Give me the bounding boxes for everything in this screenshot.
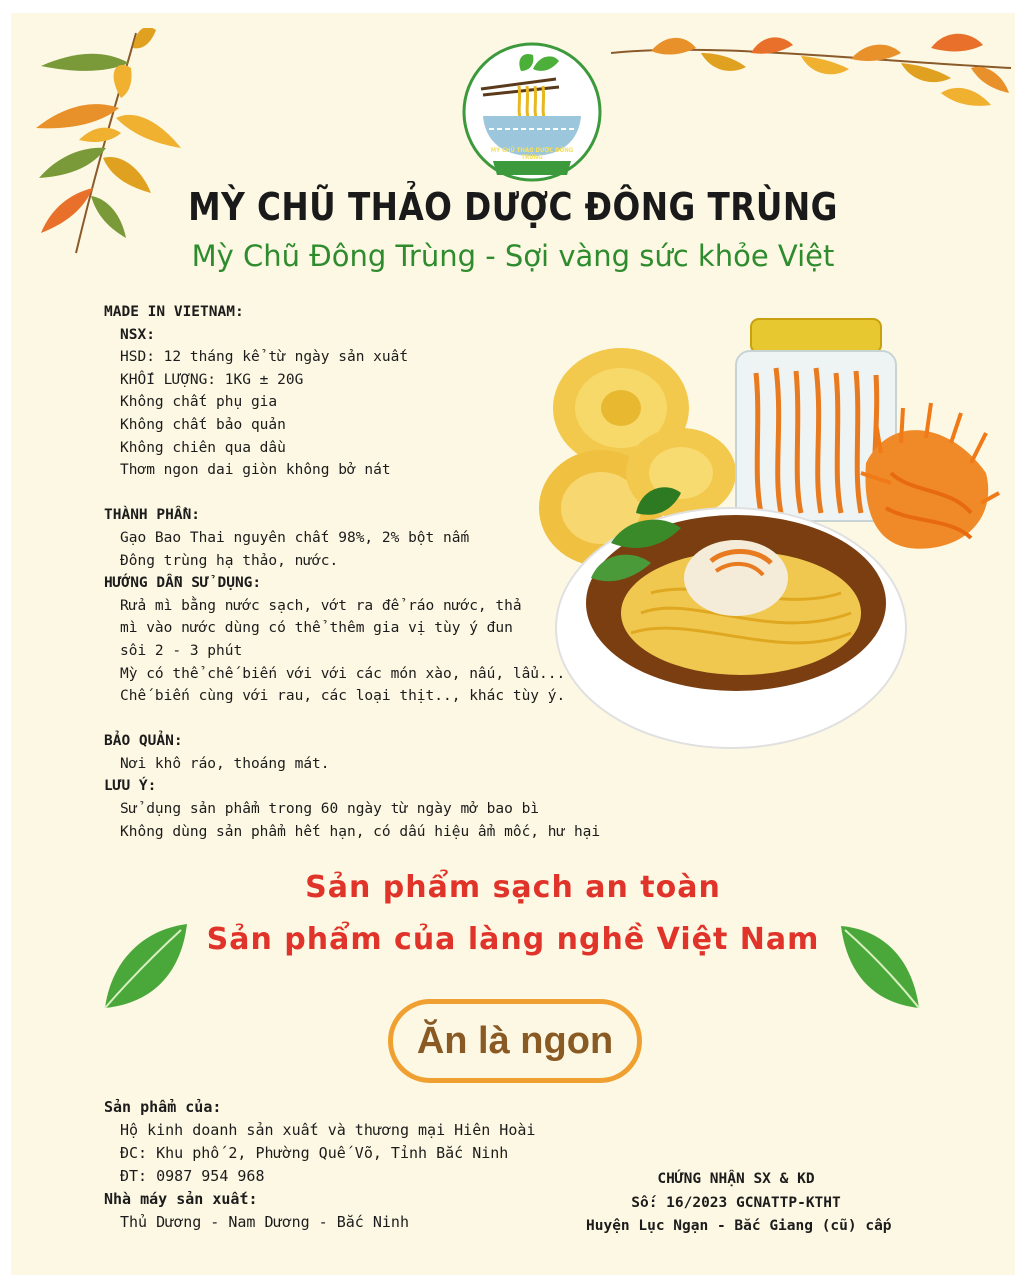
certificate-line: Huyện Lục Ngạn - Bắc Giang (cũ) cấp [586, 1218, 892, 1234]
cta-badge: Ăn là ngon [388, 999, 642, 1083]
ingredients-line: Gạo Bao Thai nguyên chất 98%, 2% bột nấm [120, 529, 470, 546]
certificate-info [586, 1168, 892, 1239]
factory-heading: Nhà máy sản xuất: [104, 1190, 258, 1208]
product-subtitle: Mỳ Chũ Đông Trùng - Sợi vàng sức khỏe Việt [191, 239, 835, 273]
brand-logo [461, 41, 603, 183]
hsd-text: HSD: 12 tháng kể từ ngày sản xuất [120, 349, 409, 366]
product-illustration [531, 313, 1001, 773]
usage-heading: HƯỚNG DẪN SỬ DỤNG: [104, 575, 262, 592]
usage-line: mì vào nước dùng có thể thêm gia vị tùy ý đun [120, 620, 513, 637]
nsx-label: NSX: [120, 326, 155, 343]
note-line: Sử dụng sản phẩm trong 60 ngày từ ngày mở bao bì [120, 801, 540, 818]
usage-line: Rửa mì bằng nước sạch, vớt ra để ráo nước, thả [120, 597, 522, 614]
weight-text: KHỐI LƯỢNG: 1KG ± 20G [120, 371, 304, 388]
product-title: MỲ CHŨ THẢO DƯỢC ĐÔNG TRÙNG [188, 185, 838, 229]
producer-name: Hộ kinh doanh sản xuất và thương mại Hiên Hoài [120, 1121, 536, 1139]
producer-info [104, 1096, 535, 1234]
feature-item: Không chất bảo quản [120, 416, 286, 433]
producer-heading: Sản phẩm của: [104, 1098, 222, 1116]
ingredients-heading: THÀNH PHẦN: [104, 507, 201, 524]
product-label-page [11, 13, 1015, 1275]
usage-line: Chế biến cùng với rau, các loại thịt.., khác tùy ý. [120, 688, 566, 705]
usage-line: sôi 2 - 3 phút [120, 642, 243, 659]
product-info [104, 301, 601, 843]
feature-item: Thơm ngon dai giòn không bở nát [120, 462, 391, 479]
slogan-line: Sản phẩm sạch an toàn [305, 870, 721, 905]
note-heading: LƯU Ý: [104, 778, 157, 795]
autumn-leaves-right-decoration [611, 23, 1011, 133]
slogan-line: Sản phẩm của làng nghề Việt Nam [206, 922, 820, 957]
producer-phone: ĐT: 0987 954 968 [120, 1167, 265, 1185]
note-line: Không dùng sản phẩm hết hạn, có dấu hiệu ẩm mốc, hư hại [120, 823, 601, 840]
green-leaf-right-icon [837, 918, 922, 1013]
certificate-line: Số: 16/2023 GCNATTP-KTHT [631, 1194, 841, 1211]
certificate-line: CHỨNG NHẬN SX & KD [657, 1171, 815, 1187]
green-leaf-left-icon [101, 918, 191, 1013]
usage-line: Mỳ có thể chế biến với với các món xào, nấu, lẩu... [120, 665, 566, 682]
storage-heading: BẢO QUẢN: [104, 733, 183, 750]
storage-line: Nơi khô ráo, thoáng mát. [120, 755, 330, 772]
producer-address: ĐC: Khu phố 2, Phường Quế Võ, Tỉnh Bắc Ninh [120, 1144, 509, 1162]
feature-item: Không chiên qua dầu [120, 439, 286, 456]
feature-item: Không chất phụ gia [120, 394, 278, 411]
ingredients-line: Đông trùng hạ thảo, nước. [120, 552, 339, 569]
logo-caption: MỲ CHŨ THẢO DƯỢC ĐÔNG TRÙNG [490, 147, 574, 161]
made-in-heading: MADE IN VIETNAM: [104, 304, 244, 320]
factory-location: Thủ Dương - Nam Dương - Bắc Ninh [120, 1213, 409, 1231]
